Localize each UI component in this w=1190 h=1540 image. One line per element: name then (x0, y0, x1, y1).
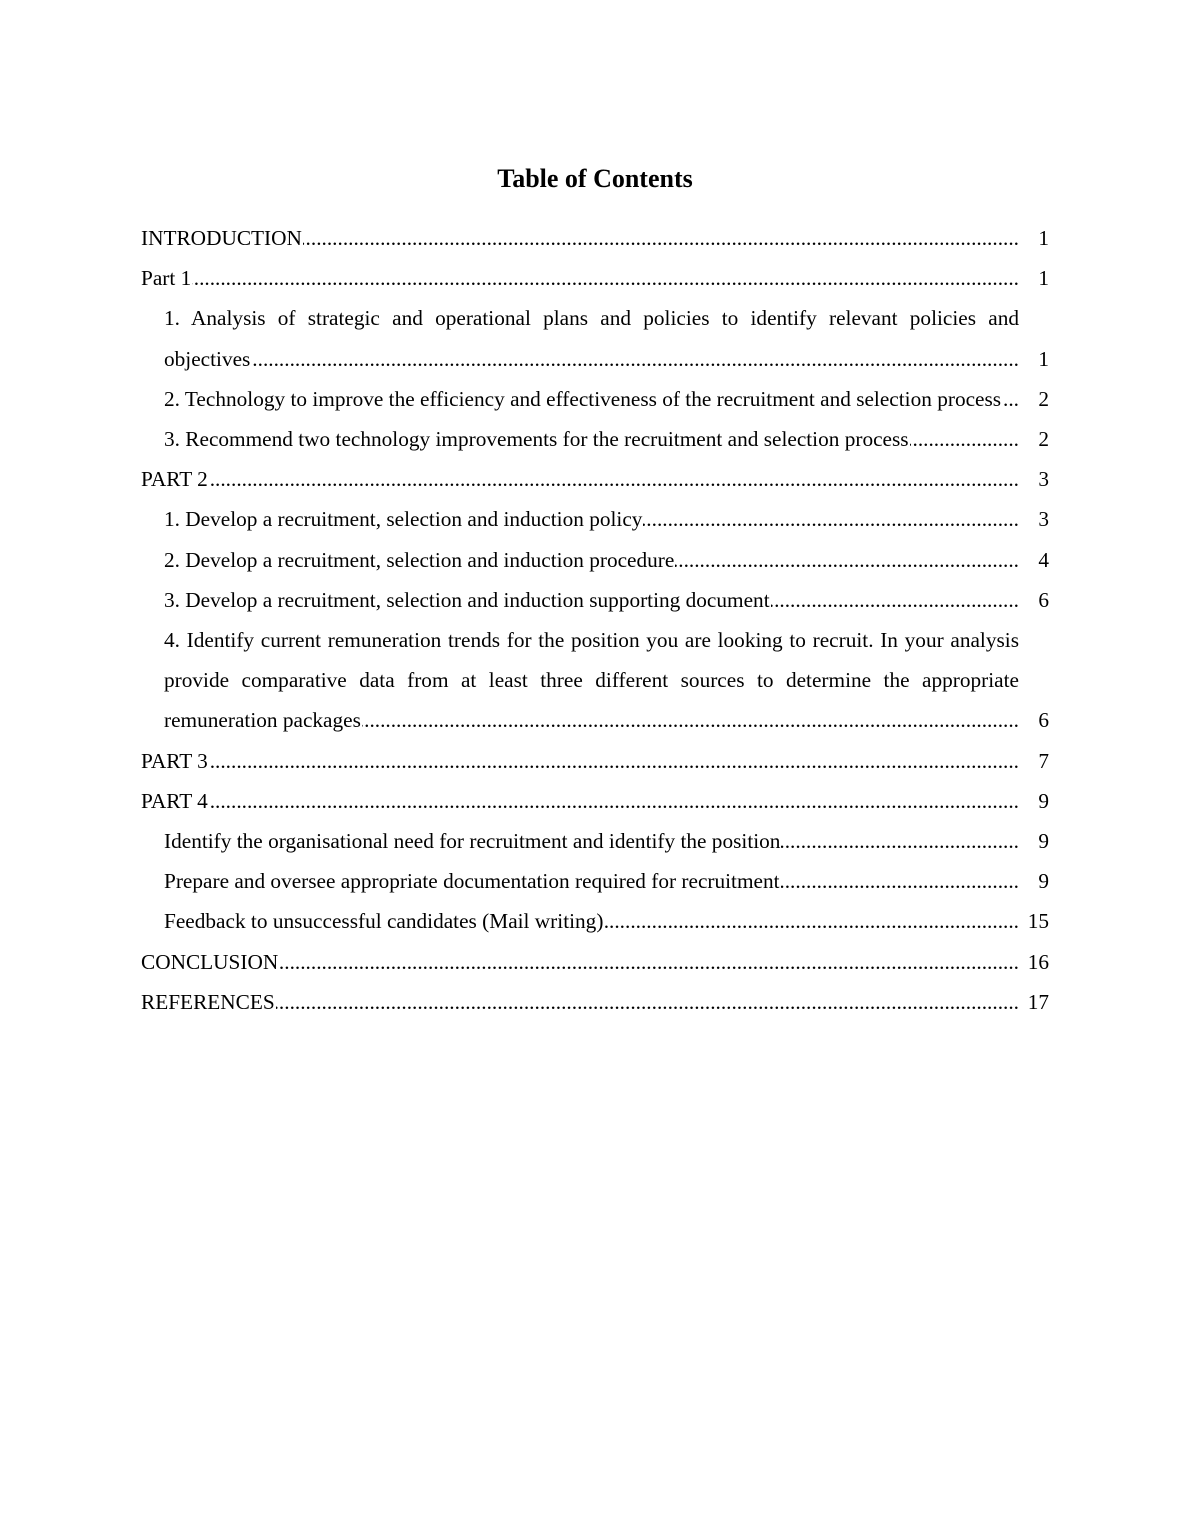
toc-leader (276, 982, 1049, 1022)
toc-page-number: 1 (1037, 218, 1049, 258)
toc-entry-part-4[interactable] (141, 781, 1049, 821)
toc-entry-text: CONCLUSION (141, 949, 279, 974)
toc-entry-conclusion[interactable] (141, 942, 1049, 982)
toc-entry-part-1-item-3[interactable] (141, 419, 1049, 459)
toc-page-number: 6 (1037, 700, 1049, 740)
toc-entry-text: Part 1 (141, 266, 192, 291)
toc-entry-text: Prepare and oversee appropriate documentation required for recruitment (164, 869, 780, 894)
toc-title: Table of Contents (497, 164, 693, 193)
toc-leader (362, 700, 1049, 740)
toc-page-number: 1 (1037, 339, 1049, 379)
toc-entry-text: 3. Develop a recruitment, selection and induction supporting document (164, 587, 770, 612)
toc-page-number: 4 (1037, 540, 1049, 580)
toc-leader (675, 540, 1049, 580)
toc-leader (781, 861, 1049, 901)
toc-entry-part-4-item-3[interactable] (141, 901, 1049, 941)
toc-page-number: 2 (1037, 379, 1049, 419)
toc-page-number: 6 (1037, 580, 1049, 620)
toc-entry-part-1-item-1[interactable] (141, 298, 1049, 378)
toc-entry-references[interactable] (141, 982, 1049, 1022)
toc-entry-text: PART 3 (141, 748, 208, 773)
toc-entry-part-2-item-4[interactable] (141, 620, 1049, 741)
toc-entry-text: 2. Develop a recruitment, selection and induction procedure (164, 547, 675, 572)
toc-entry-text: 3. Recommend two technology improvements for the recruitment and selection process (164, 427, 909, 452)
toc-list (141, 218, 1049, 1022)
toc-page-number: 17 (1027, 982, 1049, 1022)
toc-page-number: 3 (1037, 499, 1049, 539)
toc-leader (604, 901, 1049, 941)
toc-entry-part-2[interactable] (141, 459, 1049, 499)
toc-leader (781, 821, 1049, 861)
toc-entry-part-2-item-2[interactable] (141, 540, 1049, 580)
toc-leader (209, 781, 1049, 821)
toc-entry-introduction[interactable] (141, 218, 1049, 258)
toc-entry-text: PART 4 (141, 788, 208, 813)
toc-leader (209, 459, 1049, 499)
toc-entry-part-2-item-3[interactable] (141, 580, 1049, 620)
toc-page-number: 7 (1037, 741, 1049, 781)
toc-leader (303, 218, 1049, 258)
toc-page-number: 2 (1037, 419, 1049, 459)
toc-entry-text: Feedback to unsuccessful candidates (Mail writing) (164, 909, 604, 934)
toc-leader (279, 942, 1049, 982)
toc-entry-part-2-item-1[interactable] (141, 499, 1049, 539)
toc-leader (771, 580, 1049, 620)
toc-leader (643, 499, 1049, 539)
toc-entry-text: REFERENCES (141, 989, 275, 1014)
toc-leader (209, 741, 1049, 781)
toc-entry-text: INTRODUCTION (141, 226, 302, 250)
toc-entry-part-1[interactable] (141, 258, 1049, 298)
toc-page-number: 15 (1027, 901, 1049, 941)
toc-leader (251, 339, 1049, 379)
toc-entry-text: 2. Technology to improve the efficiency and effectiveness of the recruitment and selection process (164, 386, 1002, 411)
toc-entry-text: 1. Develop a recruitment, selection and induction policy (164, 507, 643, 532)
toc-page-number: 16 (1027, 942, 1049, 982)
toc-entry-part-3[interactable] (141, 741, 1049, 781)
toc-page-number: 3 (1037, 459, 1049, 499)
toc-entry-part-1-item-2[interactable] (141, 379, 1049, 419)
toc-entry-part-4-item-1[interactable] (141, 821, 1049, 861)
toc-entry-text: 4. Identify current remuneration trends for the position you are looking to recruit. In your analysis provide comparative data from at least three different sources to determine the appropriate remuneration packages (164, 628, 1019, 733)
toc-page-number: 9 (1037, 861, 1049, 901)
document-page (141, 160, 1049, 1022)
toc-page-number: 9 (1037, 781, 1049, 821)
toc-page-number: 9 (1037, 821, 1049, 861)
toc-leader (192, 258, 1049, 298)
toc-entry-text: PART 2 (141, 467, 208, 492)
toc-entry-part-4-item-2[interactable] (141, 861, 1049, 901)
toc-leader (910, 419, 1049, 459)
toc-entry-text: Identify the organisational need for recruitment and identify the position (164, 829, 781, 854)
toc-entry-text: 1. Analysis of strategic and operational plans and policies to identify relevant policies and objectives (164, 306, 1019, 371)
toc-page-number: 1 (1037, 258, 1049, 298)
